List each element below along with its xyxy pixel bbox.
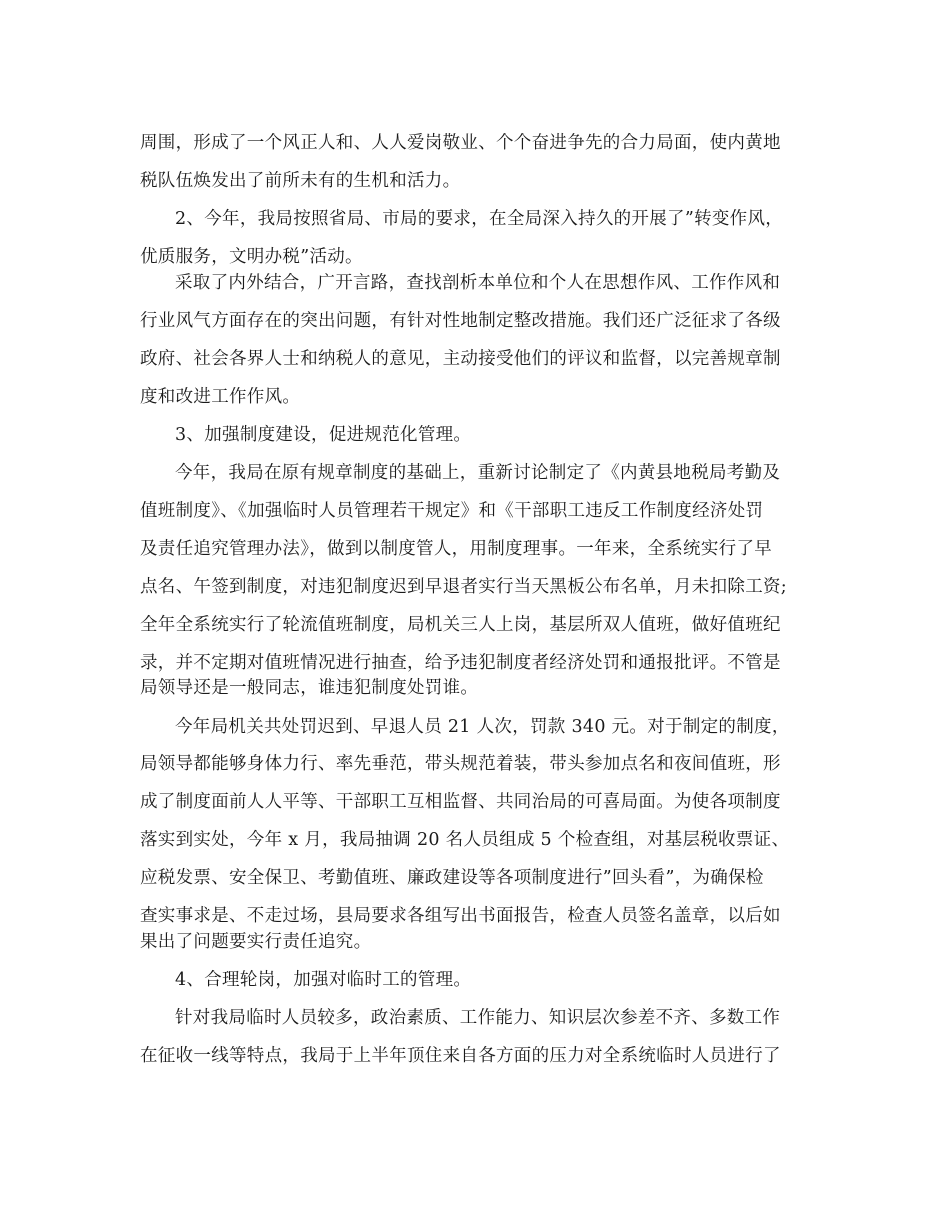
text-line: 应税发票、安全保卫、考勤值班、廉政建设等各项制度进行”回头看”，为确保检	[140, 868, 764, 888]
text-line: 2、今年，我局按照省局、市局的要求，在全局深入持久的开展了”转变作风，	[175, 209, 784, 229]
text-line: 今年局机关共处罚迟到、早退人员 21 人次，罚款 340 元。对于制定的制度，	[175, 717, 790, 737]
text-line: 果出了问题要实行责任追究。	[140, 932, 372, 952]
text-line: 度和改进工作作风。	[140, 387, 301, 407]
text-line: 3、加强制度建设，促进规范化管理。	[175, 425, 472, 445]
text-line: 优质服务，文明办税”活动。	[140, 247, 363, 267]
text-line: 录，并不定期对值班情况进行抽查，给予违犯制度者经济处罚和通报批评。不管是	[140, 653, 781, 673]
text-line: 成了制度面前人人平等、干部职工互相监督、共同治局的可喜局面。为使各项制度	[140, 792, 781, 812]
text-line: 针对我局临时人员较多，政治素质、工作能力、知识层次参差不齐、多数工作	[175, 1008, 781, 1028]
text-line: 政府、社会各界人士和纳税人的意见，主动接受他们的评议和监督，以完善规章制	[140, 349, 781, 369]
text-line: 点名、午签到制度，对违犯制度迟到早退者实行当天黑板公布名单，月未扣除工资;	[140, 577, 787, 597]
text-line: 局领导都能够身体力行、率先垂范，带头规范着装，带头参加点名和夜间值班，形	[140, 754, 781, 774]
text-line: 在征收一线等特点，我局于上半年顶住来自各方面的压力对全系统临时人员进行了	[140, 1046, 781, 1066]
text-line: 采取了内外结合，广开言路，查找剖析本单位和个人在思想作风、工作作风和	[175, 273, 781, 293]
text-line: 全年全系统实行了轮流值班制度，局机关三人上岗，基层所双人值班，做好值班纪	[140, 615, 781, 635]
text-line: 落实到实处，今年 x 月，我局抽调 20 名人员组成 5 个检查组，对基层税收票证、	[140, 830, 790, 850]
text-line: 今年，我局在原有规章制度的基础上，重新讨论制定了《内黄县地税局考勤及	[175, 463, 781, 483]
text-line: 行业风气方面存在的突出问题，有针对性地制定整改措施。我们还广泛征求了各级	[140, 311, 781, 331]
text-line: 周围，形成了一个风正人和、人人爱岗敬业、个个奋进争先的合力局面，使内黄地	[140, 133, 781, 153]
text-line: 局领导还是一般同志，谁违犯制度处罚谁。	[140, 678, 479, 698]
text-line: 税队伍焕发出了前所未有的生机和活力。	[140, 171, 461, 191]
text-line: 值班制度》、《加强临时人员管理若干规定》和《干部职工违反工作制度经济处罚	[140, 501, 764, 521]
text-line: 查实事求是、不走过场，县局要求各组写出书面报告，检查人员签名盖章，以后如	[140, 906, 781, 926]
text-line: 及责任追究管理办法》，做到以制度管人，用制度理事。一年来，全系统实行了早	[140, 539, 773, 559]
text-line: 4、合理轮岗，加强对临时工的管理。	[175, 970, 472, 990]
